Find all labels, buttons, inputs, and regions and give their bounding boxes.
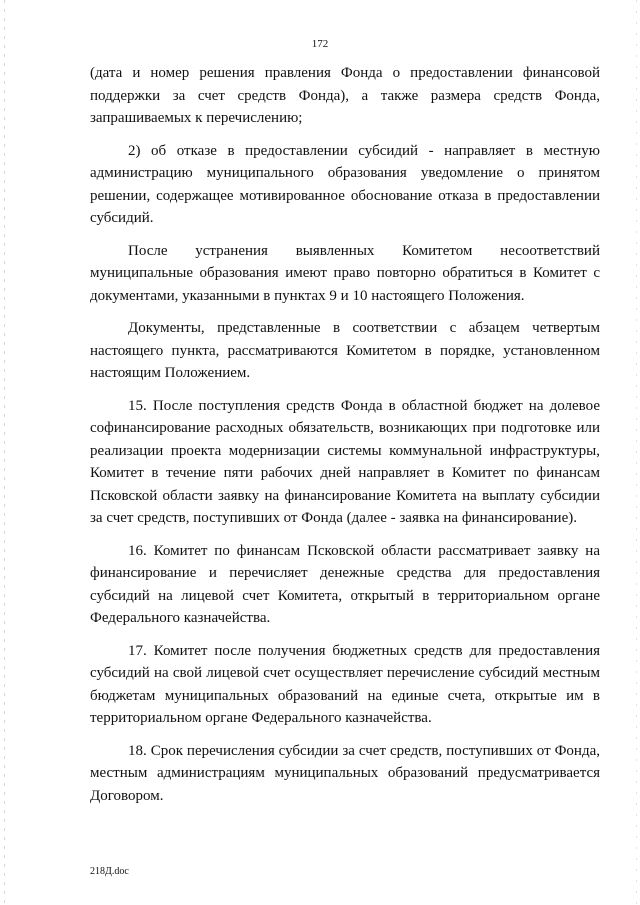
paragraph-item-17: 17. Комитет после получения бюджетных средств для предоставления субсидий на свой лицевой счет осуществляет перечисление субсидий местным бюджетам муниципальных образований на единые счета, открытые им в территориальном органе Федерального казначейства. [90,642,600,726]
paragraph-continuation: (дата и номер решения правления Фонда о предоставлении финансовой поддержки за счет средств Фонда), а также размера средств Фонда, запрашиваемых к перечислению; [90,65,600,126]
scan-edge-right [636,0,637,905]
paragraph-resubmission: После устранения выявленных Комитетом несоответствий муниципальные образования имеют право повторно обратиться в Комитет с документами, указанными в пунктах 9 и 10 настоящего Положения. [90,242,600,304]
scan-edge-left [4,0,5,905]
paragraph-item-15: 15. После поступления средств Фонда в областной бюджет на долевое софинансирование расходных обязательств, возникающих при подготовке или реализации проекта модернизации системы коммунальной инфраструктуры, Комитет в течение пяти рабочих дней направляет в Комитет по финансам Псковской области заявку на финансирование Комитета на выплату субсидии за счет средств, поступивших от Фонда (далее - заявка на финансирование). [90,397,600,526]
paragraph-item-18: 18. Срок перечисления субсидии за счет средств, поступивших от Фонда, местным администрациям муниципальных образований предусматривается Договором. [90,742,600,804]
paragraph-item-16: 16. Комитет по финансам Псковской области рассматривает заявку на финансирование и перечисляет денежные средства для предоставления субсидий на лицевой счет Комитета, открытый в территориальном органе Федерального казначейства. [90,542,600,626]
document-body [90,62,600,817]
paragraph-documents: Документы, представленные в соответствии с абзацем четвертым настоящего пункта, рассматриваются Комитетом в порядке, установленном настоящим Положением. [90,320,600,381]
footer-filename: 218Д.doc [90,866,129,877]
page-number: 172 [311,38,329,50]
paragraph-refusal: 2) об отказе в предоставлении субсидий - направляет в местную администрацию муниципального образования уведомление о принятом решении, содержащее мотивированное обоснование отказа в предоставлении субсидий. [90,142,600,226]
